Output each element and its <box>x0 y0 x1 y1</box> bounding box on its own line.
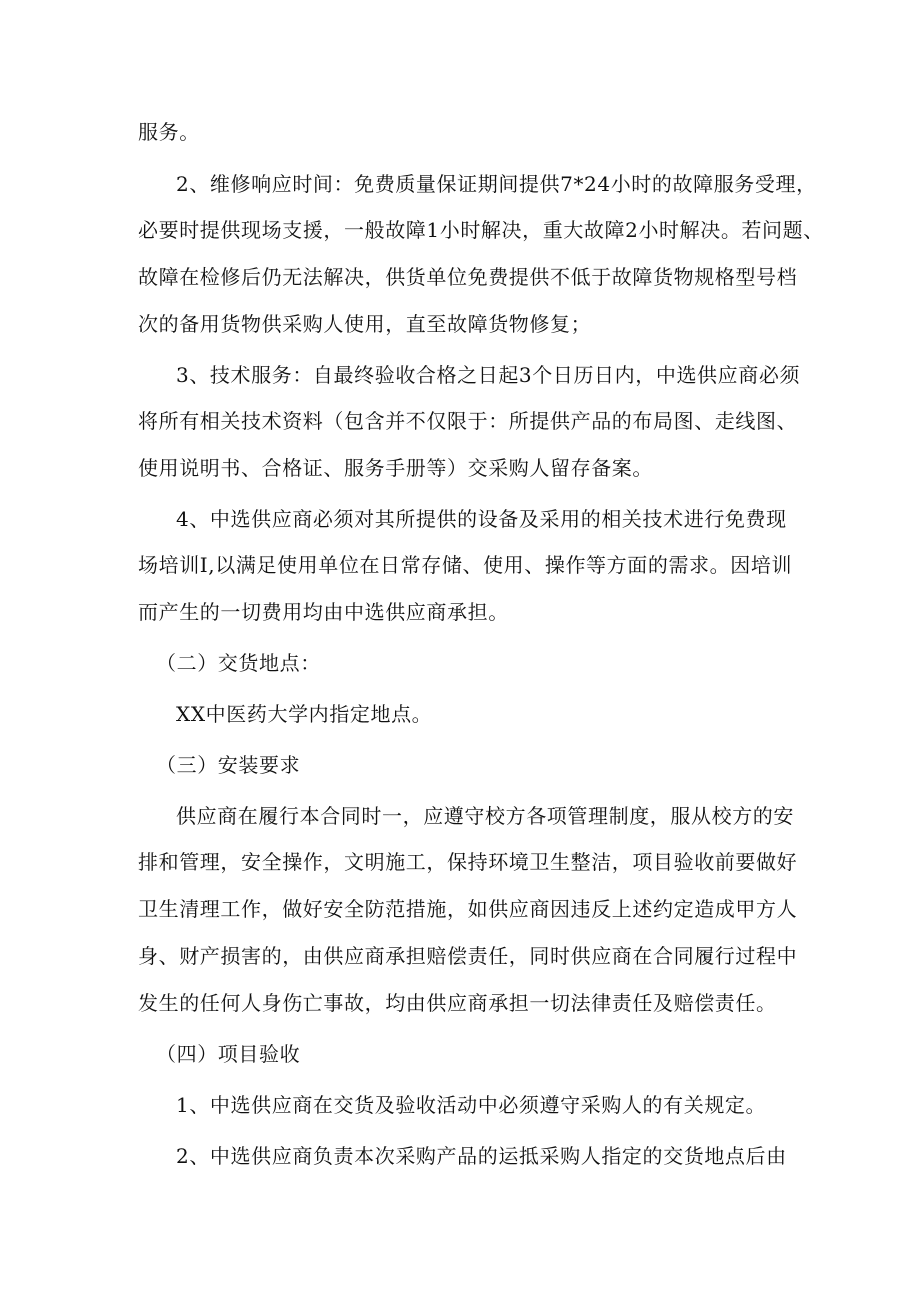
section-heading: （二）交货地点： <box>156 651 321 675</box>
text-line: 1、中选供应商在交货及验收活动中必须遵守采购人的有关规定。 <box>176 1093 767 1117</box>
text-line: 将所有相关技术资料（包含并不仅限于：所提供产品的布局图、走线图、 <box>138 409 798 433</box>
text-line: 服务。 <box>138 120 200 144</box>
text-line: XX中医药大学内指定地点。 <box>176 702 433 726</box>
text-line: 排和管理，安全操作，文明施工，保持环境卫生整洁，项目验收前要做好 <box>138 850 798 874</box>
text-line: 故障在检修后仍无法解决，供货单位免费提供不低于故障货物规格型号档 <box>138 265 798 289</box>
section-heading: （四）项目验收 <box>156 1042 301 1066</box>
text-line: 必要时提供现场支援，一般故障1小时解决，重大故障2小时解决。若问题、 <box>138 218 824 242</box>
text-line: 次的备用货物供采购人使用，直至故障货物修复； <box>138 312 592 336</box>
text-line: 发生的任何人身伤亡事故，均由供应商承担一切法律责任及赔偿责任。 <box>138 991 777 1015</box>
text-line: 2、维修响应时间：免费质量保证期间提供7*24小时的故障服务受理， <box>176 172 817 196</box>
text-line: 供应商在履行本合同时一，应遵守校方各项管理制度，服从校方的安 <box>176 804 794 828</box>
text-line: 身、财产损害的，由供应商承担赔偿责任，同时供应商在合同履行过程中 <box>138 944 798 968</box>
text-line: 2、中选供应商负责本次采购产品的运抵采购人指定的交货地点后由 <box>176 1144 787 1168</box>
text-line: 使用说明书、合格证、服务手册等）交采购人留存备案。 <box>138 456 653 480</box>
text-line: 场培训I,以满足使用单位在日常存储、使用、操作等方面的需求。因培训 <box>138 553 793 577</box>
text-line: 卫生清理工作，做好安全防范措施，如供应商因违反上述约定造成甲方人 <box>138 897 798 921</box>
text-line: 3、技术服务：自最终验收合格之日起3个日历日内，中选供应商必须 <box>176 363 801 387</box>
text-line: 而产生的一切费用均由中选供应商承担。 <box>138 600 509 624</box>
text-line: 4、中选供应商必须对其所提供的设备及采用的相关技术进行免费现 <box>176 507 787 531</box>
section-heading: （三）安装要求 <box>156 753 301 777</box>
